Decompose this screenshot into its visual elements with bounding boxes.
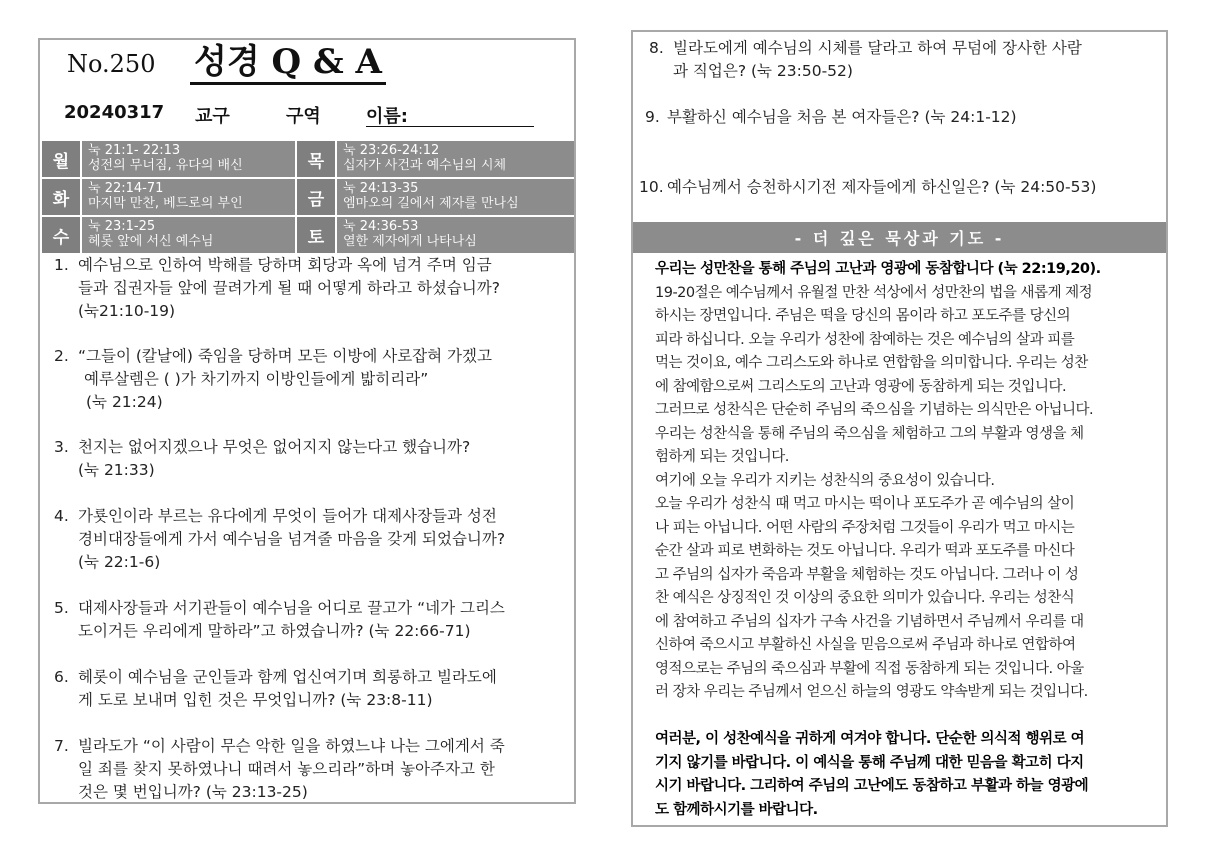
schedule-cell bbox=[337, 141, 574, 177]
schedule-cell bbox=[82, 217, 295, 253]
question-number: 3. bbox=[54, 438, 69, 456]
reading-ref: 눅 23:26-24:12 bbox=[343, 143, 440, 158]
reading-desc: 십자가 사건과 예수님의 시체 bbox=[343, 158, 507, 173]
meditation-line: 에 참예함으로써 그리스도의 고난과 영광에 동참하게 되는 것입니다. bbox=[655, 378, 1067, 395]
question-2 bbox=[54, 345, 492, 414]
closing-line: 도 함께하시기를 바랍니다. bbox=[655, 801, 818, 818]
meditation-line: 찬 예식은 상징적인 것 이상의 중요한 의미가 있습니다. 우리는 성찬식 bbox=[655, 590, 1075, 606]
schedule-row bbox=[42, 179, 574, 215]
parish-label: 교구 bbox=[195, 106, 230, 127]
question-ref: (눅 21:33) bbox=[78, 461, 155, 479]
question-9 bbox=[645, 106, 1017, 129]
schedule-cell bbox=[82, 141, 295, 177]
meditation-line: 나 피는 아닙니다. 어떤 사람의 주장처럼 그것들이 우리가 먹고 마시는 bbox=[655, 519, 1075, 536]
page-title: 성경 Q & A bbox=[190, 42, 386, 85]
question-line: 빌라도가 “이 사람이 무슨 악한 일을 하였느냐 나는 그에게서 죽 bbox=[78, 737, 505, 755]
question-line: 예수님께서 승천하시기전 제자들에게 하신일은? (눅 24:50-53) bbox=[667, 178, 1097, 196]
reading-desc: 엠마오의 길에서 제자를 만나심 bbox=[343, 196, 519, 211]
reading-ref: 눅 21:1- 22:13 bbox=[88, 143, 181, 158]
schedule-row bbox=[42, 217, 574, 253]
question-line: 경비대장들에게 가서 예수님을 넘겨줄 마음을 갖게 되었습니까? bbox=[78, 530, 506, 548]
question-7 bbox=[54, 735, 505, 804]
question-5 bbox=[54, 597, 505, 643]
question-line: 대제사장들과 서기관들이 예수님을 어디로 끌고가 “네가 그리스 bbox=[78, 599, 505, 617]
reading-desc: 마지막 만찬, 베드로의 부인 bbox=[88, 196, 243, 211]
question-line: 일 죄를 찾지 못하였나니 때려서 놓으리라”하며 놓아주자고 한 bbox=[78, 760, 495, 778]
reading-ref: 눅 23:1-25 bbox=[88, 219, 156, 234]
meditation-title: 우리는 성만찬을 통해 주님의 고난과 영광에 동참합니다 (눅 22:19,20). bbox=[655, 261, 1101, 277]
question-number: 4. bbox=[54, 507, 69, 525]
question-line: 것은 몇 번입니까? (눅 23:13-25) bbox=[78, 783, 308, 801]
question-line: 가룟인이라 부르는 유다에게 무엇이 들어가 대제사장들과 성전 bbox=[78, 507, 497, 525]
schedule-row bbox=[42, 141, 574, 177]
meditation-line: 러 장차 우리는 주님께서 얻으신 하늘의 영광도 약속받게 되는 것입니다. bbox=[655, 684, 1088, 700]
question-number: 8. bbox=[649, 39, 664, 57]
meditation-line: 신하여 죽으시고 부활하신 사실을 믿음으로써 주님과 하나로 연합하여 bbox=[655, 637, 1076, 653]
meditation-line: 피라 하십니다. 오늘 우리가 성찬에 참예하는 것은 예수님의 살과 피를 bbox=[655, 331, 1075, 348]
question-3 bbox=[54, 436, 470, 482]
question-ref: (눅 21:24) bbox=[86, 393, 163, 411]
reading-schedule bbox=[42, 141, 574, 255]
reading-ref: 눅 24:36-53 bbox=[343, 219, 419, 234]
meditation-line: 19-20절은 예수님께서 유월절 만찬 석상에서 성만찬의 법을 새롭게 제정 bbox=[655, 284, 1093, 301]
reading-ref: 눅 22:14-71 bbox=[88, 181, 164, 196]
day-label: 수 bbox=[42, 217, 80, 253]
meditation-line: 먹는 것이요, 예수 그리스도와 하나로 연합함을 의미합니다. 우리는 성찬 bbox=[655, 355, 1088, 371]
closing-line: 여러분, 이 성찬예식을 귀하게 여겨야 합니다. 단순한 의식적 행위로 여 bbox=[655, 731, 1085, 747]
meditation-line: 순간 살과 피로 변화하는 것도 아닙니다. 우리가 떡과 포도주를 마신다 bbox=[655, 543, 1075, 559]
reading-desc: 성전의 무너짐, 유다의 배신 bbox=[88, 158, 243, 173]
question-10 bbox=[639, 176, 1096, 199]
meditation-line: 고 주님의 십자가 죽음과 부활을 체험하는 것도 아닙니다. 그러나 이 성 bbox=[655, 566, 1079, 583]
day-label: 목 bbox=[297, 141, 335, 177]
question-line: 예수님으로 인하여 박해를 당하며 회당과 옥에 넘겨 주며 임금 bbox=[78, 256, 492, 274]
question-line: 도이거든 우리에게 말하라”고 하였습니까? (눅 22:66-71) bbox=[78, 622, 471, 640]
question-number: 2. bbox=[54, 347, 69, 365]
date: 20240317 bbox=[64, 102, 165, 123]
schedule-cell bbox=[337, 179, 574, 215]
question-number: 9. bbox=[645, 108, 660, 126]
question-line: 예루살렘은 ( )가 차기까지 이방인들에게 밟히리라” bbox=[84, 370, 429, 388]
question-ref: (눅 22:1-6) bbox=[78, 553, 161, 571]
issue-number: No.250 bbox=[67, 50, 156, 78]
question-ref: (눅21:10-19) bbox=[78, 302, 176, 320]
reading-desc: 열한 제자에게 나타나심 bbox=[343, 234, 477, 249]
question-number: 5. bbox=[54, 599, 69, 617]
meditation-line: 하시는 장면입니다. 주님은 떡을 당신의 몸이라 하고 포도주를 당신의 bbox=[655, 308, 1071, 324]
question-line: “그들이 (칼날에) 죽임을 당하며 모든 이방에 사로잡혀 가겠고 bbox=[78, 347, 492, 365]
meditation-line: 오늘 우리가 성찬식 때 먹고 마시는 떡이나 포도주가 곧 예수님의 살이 bbox=[655, 496, 1075, 512]
right-worksheet-panel bbox=[631, 30, 1168, 827]
meditation-line: 영적으로는 주님의 죽으심과 부활에 직접 동참하게 되는 것입니다. 아울 bbox=[655, 660, 1084, 677]
question-line: 헤롯이 예수님을 군인들과 함께 업신여기며 희롱하고 빌라도에 bbox=[78, 668, 497, 686]
question-line: 천지는 없어지겠으나 무엇은 없어지지 않는다고 했습니까? bbox=[78, 438, 471, 456]
question-line: 과 직업은? (눅 23:50-52) bbox=[673, 62, 853, 80]
meditation-line: 우리는 성찬식을 통해 주님의 죽으심을 체험하고 그의 부활과 영생을 체 bbox=[655, 425, 1084, 442]
closing-line: 기지 않기를 바랍니다. 이 예식을 통해 주님께 대한 믿음을 확고히 다지 bbox=[655, 754, 1084, 771]
question-1 bbox=[54, 254, 500, 323]
schedule-cell bbox=[337, 217, 574, 253]
question-number: 6. bbox=[54, 668, 69, 686]
day-label: 토 bbox=[297, 217, 335, 253]
reading-desc: 헤롯 앞에 서신 예수님 bbox=[88, 234, 214, 249]
meditation-heading: - 더 깊은 묵상과 기도 - bbox=[633, 222, 1166, 253]
question-number: 1. bbox=[54, 256, 69, 274]
day-label: 금 bbox=[297, 179, 335, 215]
meditation-line: 험하게 되는 것입니다. bbox=[655, 449, 789, 465]
left-worksheet-panel bbox=[38, 38, 576, 804]
closing-line: 시기 바랍니다. 그리하여 주님의 고난에도 동참하고 부활과 하늘 영광에 bbox=[655, 778, 1089, 794]
reading-ref: 눅 24:13-35 bbox=[343, 181, 419, 196]
spacer bbox=[655, 705, 1145, 729]
question-line: 들과 집권자들 앞에 끌려가게 될 때 어떻게 하라고 하셨습니까? bbox=[78, 279, 500, 297]
name-field[interactable]: 이름: bbox=[366, 102, 534, 127]
question-8 bbox=[649, 37, 1082, 83]
meditation-body bbox=[655, 258, 1145, 822]
day-label: 월 bbox=[42, 141, 80, 177]
meditation-line: 그러므로 성찬식은 단순히 주님의 죽으심을 기념하는 의식만은 아닙니다. bbox=[655, 402, 1094, 418]
question-line: 빌라도에게 예수님의 시체를 달라고 하여 무덤에 장사한 사람 bbox=[673, 39, 1082, 57]
question-line: 부활하신 예수님을 처음 본 여자들은? (눅 24:1-12) bbox=[667, 108, 1017, 126]
district-label: 구역 bbox=[286, 106, 321, 127]
question-4 bbox=[54, 505, 505, 574]
meditation-line: 에 참여하고 주님의 십자가 구속 사건을 기념하면서 주님께서 우리를 대 bbox=[655, 613, 1084, 630]
question-number: 10. bbox=[639, 178, 664, 196]
question-6 bbox=[54, 666, 497, 712]
day-label: 화 bbox=[42, 179, 80, 215]
question-number: 7. bbox=[54, 737, 69, 755]
question-line: 게 도로 보내며 입힌 것은 무엇입니까? (눅 23:8-11) bbox=[78, 691, 433, 709]
meditation-line: 여기에 오늘 우리가 지키는 성찬식의 중요성이 있습니다. bbox=[655, 472, 995, 489]
schedule-cell bbox=[82, 179, 295, 215]
